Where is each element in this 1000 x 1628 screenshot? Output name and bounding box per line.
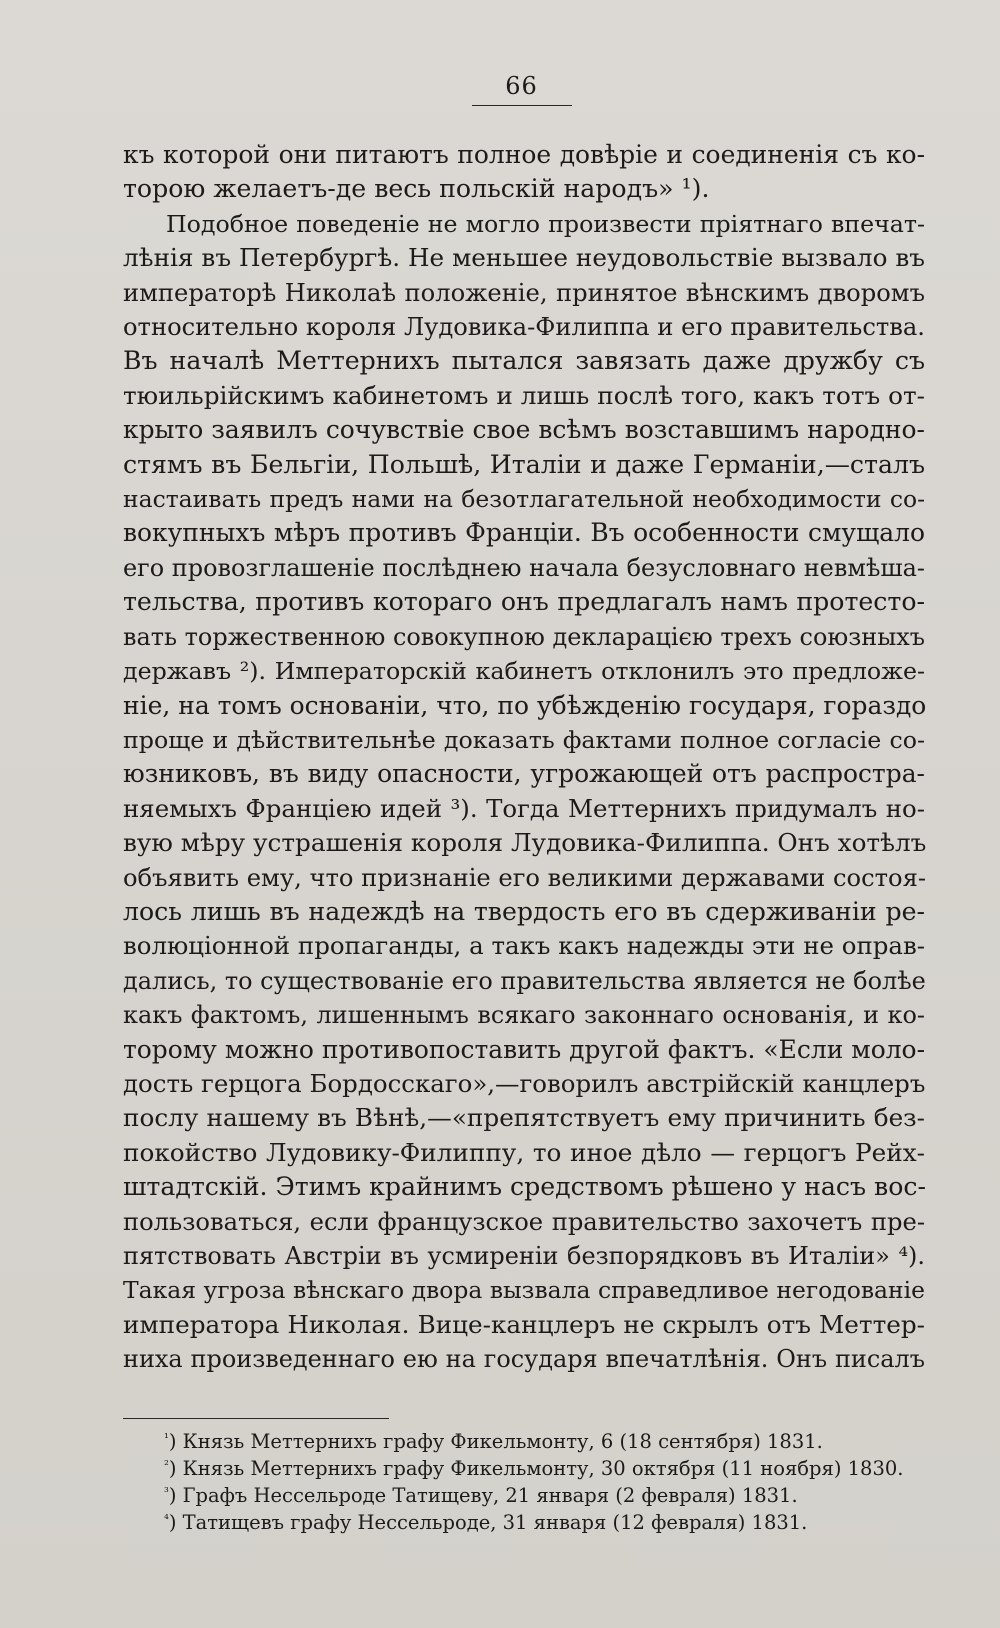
text-line: императорѣ Николаѣ положеніе, принятое вѣнскимъ дворомъ <box>123 278 925 307</box>
footnote-text: ) Князь Меттернихъ графу Фикельмонту, 30 октября (11 ноября) 1830. <box>168 1457 904 1480</box>
text-line: штадтскій. Этимъ крайнимъ средствомъ рѣшено у насъ вос- <box>123 1172 926 1202</box>
text-line: юзниковъ, въ виду опасности, угрожающей отъ распростра- <box>123 759 925 789</box>
footnote-mark: ³ <box>164 1485 169 1499</box>
text-line: пользоваться, если французское правительство захочетъ пре- <box>123 1207 925 1236</box>
text-line: державъ ²). Императорскій кабинетъ отклонилъ это предложе- <box>123 657 925 686</box>
text-line: Подобное поведеніе не могло произвести пріятнаго впечат- <box>166 209 925 238</box>
text-line: пятствовать Австріи въ усмиреніи безпорядковъ въ Италіи» ⁴). <box>123 1242 925 1270</box>
text-line: вую мѣру устрашенія короля Лудовика-Филиппа. Онъ хотѣлъ <box>123 828 927 858</box>
footnote <box>164 1509 924 1536</box>
text-line: къ которой они питаютъ полное довѣріе и соединенія съ ко- <box>123 140 925 169</box>
text-line: лось лишь въ надеждѣ на твердость его въ сдерживаніи ре- <box>123 896 925 926</box>
text-line: его провозглашеніе послѣднею начала безусловнаго невмѣша- <box>123 553 925 582</box>
text-line: дость герцога Бордосскаго»,—говорилъ австрійскій канцлеръ <box>123 1068 926 1098</box>
page-number: 66 <box>505 72 538 100</box>
footnote-mark: ⁴ <box>164 1512 169 1526</box>
footnote-text: ) Графъ Нессельроде Татищеву, 21 января (2 февраля) 1831. <box>168 1484 798 1507</box>
text-line: стямъ въ Бельгіи, Польшѣ, Италіи и даже Германіи,—сталъ <box>123 449 925 479</box>
footnote-mark: ¹ <box>164 1431 169 1445</box>
footnote-text: ) Татищевъ графу Нессельроде, 31 января (12 февраля) 1831. <box>168 1511 808 1534</box>
text-line: настаивать предъ нами на безотлагательной необходимости со- <box>123 485 925 514</box>
text-line: крыто заявилъ сочувствіе свое всѣмъ возставшимъ народно- <box>123 415 925 445</box>
text-line: лѣнія въ Петербургѣ. Не меньшее неудовольствіе вызвало въ <box>123 243 925 273</box>
footnote <box>164 1455 924 1482</box>
text-line: императора Николая. Вице-канцлеръ не скрылъ отъ Меттер- <box>123 1309 925 1339</box>
text-line: проще и дѣйствительнѣе доказать фактами полное согласіе со- <box>123 725 925 754</box>
text-line: относительно короля Лудовика-Филиппа и его правительства. <box>123 313 925 342</box>
footnote-mark: ² <box>164 1458 169 1472</box>
text-line: Такая угроза вѣнскаго двора вызвала справедливое негодованіе <box>123 1276 925 1305</box>
text-line: торою желаетъ-де весь польскій народъ» ¹). <box>123 174 710 204</box>
text-line: няемыхъ Франціею идей ³). Тогда Меттернихъ придумалъ но- <box>123 793 925 823</box>
footnote <box>164 1428 924 1455</box>
text-line: какъ фактомъ, лишеннымъ всякаго законнаго основанія, и ко- <box>123 1001 925 1030</box>
text-line: волюціонной пропаганды, а такъ какъ надежды эти не оправ- <box>123 931 925 961</box>
text-line: тельства, противъ котораго онъ предлагалъ намъ протесто- <box>123 587 925 617</box>
text-line: вокупныхъ мѣръ противъ Франціи. Въ особенности смущало <box>123 518 925 548</box>
footnote-text: ) Князь Меттернихъ графу Фикельмонту, 6 (18 сентября) 1831. <box>168 1430 823 1453</box>
text-line: тюильрійскимъ кабинетомъ и лишь послѣ того, какъ тотъ от- <box>123 380 925 410</box>
text-line: послу нашему въ Вѣнѣ,—«препятствуетъ ему причинить без- <box>123 1103 925 1133</box>
text-line: дались, то существованіе его правительства является не болѣе <box>123 966 926 995</box>
footnote <box>164 1482 924 1509</box>
text-line: покойство Лудовику-Филиппу, то иное дѣло — герцогъ Рейх- <box>123 1137 925 1167</box>
text-line: Въ началѣ Меттернихъ пытался завязать даже дружбу съ <box>123 346 925 376</box>
text-line: вать торжественною совокупною декларацією трехъ союзныхъ <box>123 622 925 651</box>
text-line: объявить ему, что признаніе его великими державами состоя- <box>123 863 926 892</box>
page-number-rule <box>472 105 572 106</box>
text-line: торому можно противопоставить другой фактъ. «Если моло- <box>123 1034 925 1064</box>
footnotes <box>164 1428 924 1536</box>
text-line: ниха произведеннаго ею на государя впечатлѣнія. Онъ писалъ <box>123 1345 925 1374</box>
body-text <box>123 138 925 1377</box>
text-line: ніе, на томъ основаніи, что, по убѣжденію государя, гораздо <box>123 690 927 720</box>
footnote-separator <box>123 1418 389 1419</box>
